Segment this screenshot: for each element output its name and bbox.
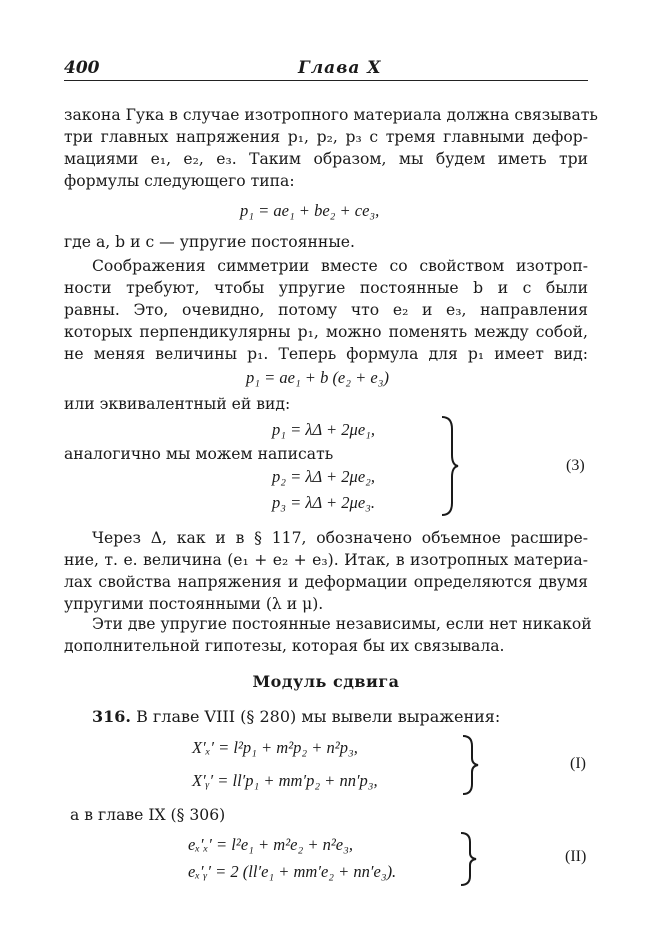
equation-3a: p₁ = λΔ + 2μe₁,	[272, 420, 376, 439]
similarly-line: аналогично мы можем написать	[64, 445, 334, 463]
para3-line-4: упругими постоянными (λ и μ).	[64, 595, 324, 613]
equation-3-number: (3)	[566, 457, 585, 474]
equation-II-a: eₓ′ₓ′ = l²e₁ + m²e₂ + n²e₃,	[188, 835, 353, 854]
para1-line-2: три главных напряжения p₁, p₂, p₃ с тремя главными дефор-	[64, 128, 588, 146]
equation-II-b: eₓ′ᵧ′ = 2 (ll′e₁ + mm′e₂ + nn′e₃).	[188, 862, 397, 881]
para2-line-1: Соображения симметрии вместе со свойством изотроп-	[92, 257, 588, 275]
right-brace-II	[458, 831, 478, 887]
equation-I-b: X′ᵧ′ = ll′p₁ + mm′p₂ + nn′p₃,	[192, 771, 378, 790]
where-line: где a, b и c — упругие постоянные.	[64, 233, 355, 251]
equation-1: p₁ = ae₁ + be₂ + ce₃,	[240, 201, 380, 220]
section-heading: Модуль сдвига	[252, 672, 400, 691]
para3-line-2: ние, т. е. величина (e₁ + e₂ + e₃). Итак, в изотропных материа-	[64, 551, 588, 569]
right-brace-3	[438, 415, 460, 517]
equation-II-number: (II)	[565, 848, 587, 865]
para1-line-4: формулы следующего типа:	[64, 172, 295, 190]
page-number: 400	[64, 58, 100, 78]
para4-line-2: дополнительной гипотезы, которая бы их связывала.	[64, 637, 505, 655]
equation-I-a: X′ₓ′ = l²p₁ + m²p₂ + n²p₃,	[192, 738, 358, 757]
equation-2: p₁ = ae₁ + b (e₂ + e₃)	[246, 368, 389, 387]
para2-line-4: которых перпендикулярны p₁, можно поменять между собой,	[64, 323, 588, 341]
chapter9-line: а в главе IX (§ 306)	[70, 806, 226, 824]
para3-line-1: Через Δ, как и в § 117, обозначено объемное расшире-	[92, 529, 588, 547]
para3-line-3: лах свойства напряжения и деформации определяются двумя	[64, 573, 588, 591]
para2-line-5: не меняя величины p₁. Теперь формула для p₁ имеет вид:	[64, 345, 588, 363]
para1-line-1: закона Гука в случае изотропного материала должна связывать	[64, 106, 598, 124]
para2-line-2: ности требуют, чтобы упругие постоянные b и c были	[64, 279, 588, 297]
equation-3c: p₃ = λΔ + 2μe₃.	[272, 493, 376, 512]
para2-line-3: равны. Это, очевидно, потому что e₂ и e₃, направления	[64, 301, 588, 319]
chapter-title: Глава X	[298, 58, 382, 78]
section-number: 316.	[92, 707, 131, 726]
para1-line-3: мациями e₁, e₂, e₃. Таким образом, мы будем иметь три	[64, 150, 588, 168]
para4-line-1: Эти две упругие постоянные независимы, если нет никакой	[92, 615, 592, 633]
or-line: или эквивалентный ей вид:	[64, 395, 291, 413]
equation-3b: p₂ = λΔ + 2μe₂,	[272, 467, 376, 486]
equation-I-number: (I)	[570, 755, 586, 772]
right-brace-I	[460, 734, 480, 796]
para5-text: В главе VIII (§ 280) мы вывели выражения:	[136, 707, 501, 726]
page-header	[64, 58, 588, 81]
para5-line	[92, 706, 500, 728]
